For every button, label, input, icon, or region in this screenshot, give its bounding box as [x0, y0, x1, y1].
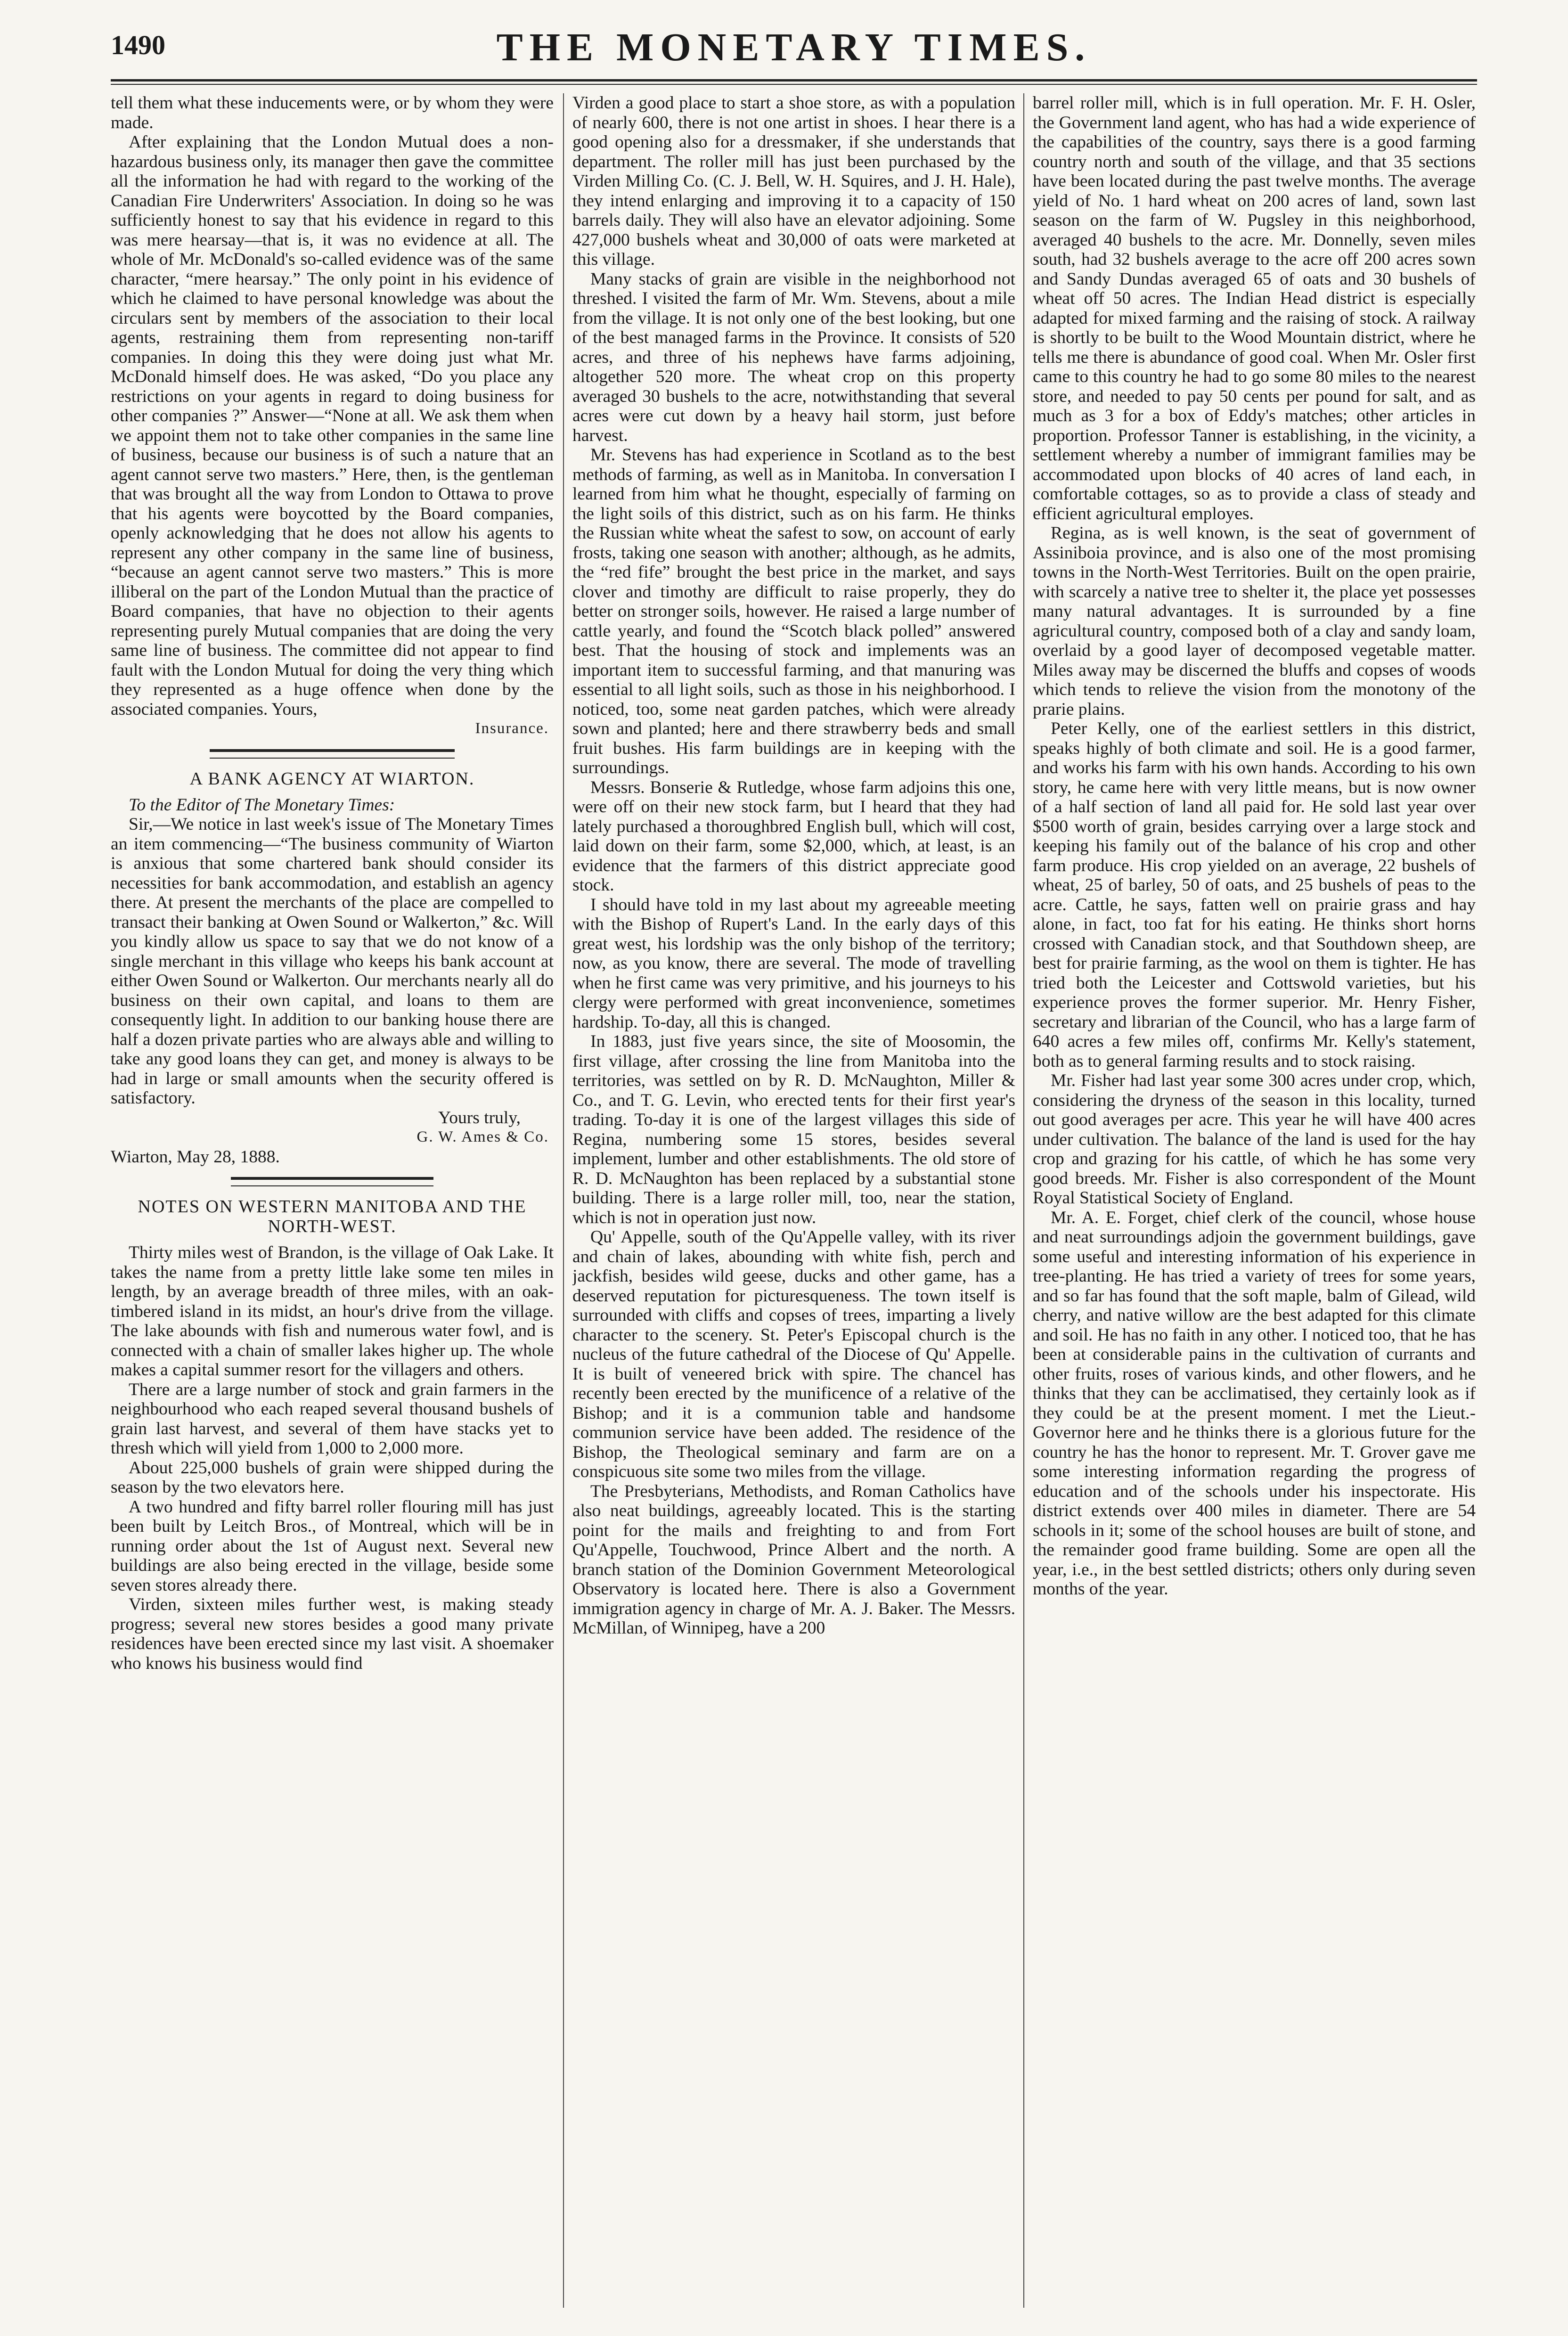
- article-paragraph: About 225,000 bushels of grain were shipped during the season by the two elevators here.: [111, 1458, 554, 1497]
- column-divider: [1023, 93, 1024, 2308]
- column-2: [572, 93, 1015, 2308]
- article-paragraph: Many stacks of grain are visible in the neighborhood not threshed. I visited the farm of Mr. Wm. Stevens, about a mile from the village. It is not only one of the best looking, but one of the best managed farms in the Province. It consists of 520 acres, and three of his nephews have farms adjoining, altogether 520 more. The wheat crop on this property averaged 30 bushels to the acre, notwithstanding that several acres were cut down by a heavy hail storm, just before harvest.: [572, 269, 1015, 445]
- article-paragraph: A two hundred and fifty barrel roller flouring mill has just been built by Leitch Bros., of Montreal, which will be in running order about the 1st of August next. Several new buildings are also being erected in the village, beside some seven stores already there.: [111, 1497, 554, 1595]
- article-paragraph: After explaining that the London Mutual does a non-hazardous business only, its manager then gave the committee all the information he had with regard to the working of the Canadian Fire Underwriters' Association. In doing so he was sufficiently honest to say that his evidence in regard to this was mere hearsay—that is, it was no evidence at all. The whole of Mr. McDonald's so-called evidence was of the same character, “mere hearsay.” The only point in his evidence of which he claimed to have personal knowledge was about the circulars sent by members of the association to their local agents, restraining them from representing non-tariff companies. In doing this they were doing just what Mr. McDonald himself does. He was asked, “Do you place any restrictions on your agents in regard to doing business for other companies ?” Answer—“None at all. We ask them when we appoint them not to take other companies in the same line of business, because our business is of such a nature that an agent cannot serve two masters.” Here, then, is the gentleman that was brought all the way from London to Ottawa to prove that his agents were boycotted by the Board companies, openly acknowledging that he does not allow his agents to represent any other company in the same line of business, “because an agent cannot serve two masters.” This is more illiberal on the part of the London Mutual than the practice of Board companies, that have no objection to their agents representing purely Mutual companies that are doing the very same line of business. The committee did not appear to find fault with the London Mutual for doing the very thing which they represented as a huge offence when done by the associated companies. Yours,: [111, 132, 554, 719]
- article-paragraph: Peter Kelly, one of the earliest settlers in this district, speaks highly of both climate and soil. He is a good farmer, and works his farm with his own hands. According to his own story, he came here with very little means, but is now owner of a half section of land all paid for. He sold last year over $500 worth of grain, besides carrying over a large stock and keeping his family out of the balance of his crop and other farm produce. His crop yielded on an average, 22 bushels of wheat, 25 of barley, 50 of oats, and 25 bushels of peas to the acre. Cattle, he says, fatten well on prairie grass and hay alone, in fact, too fat for his eating. He thinks short horns crossed with Canadian stock, and that Southdown sheep, are best for prairie farming, as the wool on them is tighter. He has tried both the Leicester and Cottswold varieties, but his experience proves the former superior. Mr. Henry Fisher, secretary and librarian of the Council, who has a large farm of 640 acres a few miles off, confirms Mr. Kelly's statement, both as to general farming results and to stock raising.: [1033, 719, 1476, 1071]
- masthead-title: THE MONETARY TIMES.: [496, 25, 1092, 69]
- article-paragraph: Messrs. Bonserie & Rutledge, whose farm adjoins this one, were off on their new stock farm, but I heard that they had lately purchased a thoroughbred English bull, which will cost, laid down on their farm, some $2,000, which, at least, is an evidence that the farmers of this district appreciate good stock.: [572, 777, 1015, 895]
- section-divider: [231, 1177, 433, 1186]
- article-paragraph: Sir,—We notice in last week's issue of The Monetary Times an item commencing—“The business community of Wiarton is anxious that some chartered bank should consider its necessities for bank accommodation, and establish an agency there. At present the merchants of the place are compelled to transact their banking at Owen Sound or Walkerton,” &c. Will you kindly allow us space to say that we do not know of a single merchant in this village who keeps his bank account at either Owen Sound or Walkerton. Our merchants nearly all do business on their own capital, and loans to them are consequently light. In addition to our banking house there are half a dozen private parties who are always able and willing to take any good loans they can get, and money is always to be had in large or small amounts when the security offered is satisfactory.: [111, 815, 554, 1108]
- article-paragraph: Mr. A. E. Forget, chief clerk of the council, whose house and neat surroundings adjoin the government buildings, gave some useful and interesting information of his experience in tree-planting. He has tried a variety of trees for some years, and so far has found that the soft maple, balm of Gilead, wild cherry, and native willow are the best adapted for this climate and soil. He has no faith in any other. I noticed too, that he has been at considerable pains in the cultivation of currants and other fruits, roses of various kinds, and other flowers, and he thinks that they can be acclimatised, they certainly look as if they could be at the present moment. I met the Lieut.-Governor here and he thinks there is a glorious future for the country he has the honor to represent. Mr. T. Grover gave me some interesting information regarding the progress of education and of the schools under his inspectorate. His district extends over 400 miles in diameter. There are 54 schools in it; some of the school houses are built of stone, and the remainder good frame building. Some are open all the year, i.e., in the best settled districts; others only during seven months of the year.: [1033, 1208, 1476, 1599]
- article-paragraph: Thirty miles west of Brandon, is the village of Oak Lake. It takes the name from a pretty little lake some ten miles in length, by an average breadth of three miles, with an oak-timbered island in its midst, an hour's drive from the village. The lake abounds with fish and numerous water fowl, and is connected with a chain of smaller lakes higher up. The whole makes a capital summer resort for the villagers and others.: [111, 1243, 554, 1380]
- header-rule-thin: [111, 84, 1477, 85]
- article-paragraph: Virden, sixteen miles further west, is making steady progress; several new stores besides a good many private residences have been erected since my last visit. A shoemaker who knows his business would find: [111, 1595, 554, 1673]
- article-paragraph: barrel roller mill, which is in full operation. Mr. F. H. Osler, the Government land agent, who has had a wide experience of the capabilities of the country, says there is a good farming country north and south of the village, and that 35 sections have been located during the past twelve months. The average yield of No. 1 hard wheat on 200 acres of land, sown last season on the farm of W. Pugsley in this neighborhood, averaged 40 bushels to the acre. Mr. Donnelly, seven miles south, had 32 bushels average to the acre off 200 acres sown and Sandy Dundas averaged 65 of oats and 30 bushels of wheat off 50 acres. The Indian Head district is especially adapted for mixed farming and the raising of stock. A railway is shortly to be built to the Wood Mountain district, where he tells me there is abundance of good coal. When Mr. Osler first came to this country he had to go some 80 miles to the nearest store, and needed to pay 50 cents per pound for salt, and as much as 3 for a box of Eddy's matches; other articles in proportion. Professor Tanner is establishing, in the vicinity, a settlement whereby a number of immigrant families may be accommodated upon blocks of 40 acres of land each, in comfortable cottages, so as to provide a class of steady and efficient agricultural employes.: [1033, 93, 1476, 523]
- article-paragraph: Virden a good place to start a shoe store, as with a population of nearly 600, there is not one artist in shoes. I hear there is a good opening also for a dressmaker, if she understands that department. The roller mill has just been purchased by the Virden Milling Co. (C. J. Bell, W. H. Squires, and J. H. Hale), they intend enlarging and improving it to a capacity of 150 barrels daily. They will also have an elevator adjoining. Some 427,000 bushels wheat and 30,000 of oats were marketed at this village.: [572, 93, 1015, 269]
- column-1: [111, 93, 554, 2308]
- article-heading: NOTES ON WESTERN MANITOBA AND THE NORTH-WEST.: [138, 1197, 527, 1236]
- letter-salutation: To the Editor of The Monetary Times:: [129, 795, 395, 815]
- article-paragraph: Mr. Stevens has had experience in Scotland as to the best methods of farming, as well as in Manitoba. In conversation I learned from him what he thought, especially of farming on the light soils of this district, such as on his farm. He thinks the Russian white wheat the safest to sow, on account of early frosts, taking one season with another; although, as he admits, the “red fife” brought the best price in the market, and says clover and timothy are difficult to raise properly, they do better on stronger soils, however. He raised a large number of cattle yearly, and found the “Scotch black polled” answered best. That the housing of stock and implements was an important item to successful farming, and that manuring was essential to all light soils, such as those in his neighborhood. I noticed, too, some neat garden patches, which were already sown and planted; here and there strawberry beds and small fruit bushes. His farm buildings are in keeping with the surroundings.: [572, 445, 1015, 777]
- letter-signature: G. W. Ames & Co.: [416, 1128, 549, 1145]
- article-paragraph: In 1883, just five years since, the site of Moosomin, the first village, after crossing the line from Manitoba into the territories, was settled on by R. D. McNaughton, Miller & Co., and T. G. Levin, who erected tents for their first year's trading. To-day it is one of the largest villages this side of Regina, numbering some 15 stores, besides several implement, lumber and other establishments. The old store of R. D. McNaughton has been replaced by a substantial stone building. There is a large roller mill, too, near the station, which is not in operation just now.: [572, 1032, 1015, 1227]
- article-heading: A BANK AGENCY AT WIARTON.: [189, 768, 475, 789]
- article-paragraph: There are a large number of stock and grain farmers in the neighbourhood who each reaped several thousand bushels of grain last harvest, and several of them have stacks yet to thresh which will yield from 1,000 to 2,000 more.: [111, 1380, 554, 1458]
- header-rule: [111, 79, 1477, 82]
- column-3: [1033, 93, 1476, 2308]
- page-header: [111, 25, 1477, 81]
- section-divider: [210, 749, 455, 759]
- article-paragraph: Qu' Appelle, south of the Qu'Appelle valley, with its river and chain of lakes, abounding with white fish, perch and jackfish, besides wild geese, ducks and other game, has a deserved reputation for picturesqueness. The town itself is surrounded with cliffs and copses of trees, imparting a lively character to the scenery. St. Peter's Episcopal church is the nucleus of the future cathedral of the Diocese of Qu' Appelle. It is built of veneered brick with spire. The chancel has recently been erected by the munificence of a relative of the Bishop; and it is a communion table and handsome communion service have been added. The residence of the Bishop, the Theological seminary and farm are on a conspicuous site some two miles from the village.: [572, 1227, 1015, 1481]
- article-paragraph: Mr. Fisher had last year some 300 acres under crop, which, considering the dryness of the season in this locality, turned out good averages per acre. This year he will have 400 acres under cultivation. The balance of the land is used for the hay crop and grazing for his cattle, of which he has some very good breeds. Mr. Fisher is also correspondent of the Mount Royal Statistical Society of England.: [1033, 1071, 1476, 1208]
- letter-closing: Yours truly,: [438, 1108, 521, 1127]
- article-paragraph: Regina, as is well known, is the seat of government of Assiniboia province, and is also one of the most promising towns in the North-West Territories. Built on the open prairie, with scarcely a native tree to shelter it, the place yet possesses many natural advantages. It is surrounded by a fine agricultural country, composed both of a clay and sandy loam, overlaid by a good layer of decomposed vegetable matter. Miles away may be discerned the bluffs and copses of woods which tends to relieve the vision from the monotony of the prarie plains.: [1033, 523, 1476, 719]
- article-paragraph: The Presbyterians, Methodists, and Roman Catholics have also neat buildings, agreeably located. This is the starting point for the mails and freighting to and from Fort Qu'Appelle, Touchwood, Prince Albert and the north. A branch station of the Dominion Government Meteorological Observatory is located here. There is also a Government immigration agency in charge of Mr. A. J. Baker. The Messrs. McMillan, of Winnipeg, have a 200: [572, 1481, 1015, 1638]
- column-divider: [563, 93, 564, 2308]
- letter-dateline: Wiarton, May 28, 1888.: [111, 1147, 280, 1167]
- page-number: 1490: [111, 30, 165, 60]
- letter-signature: Insurance.: [475, 720, 549, 737]
- article-paragraph: I should have told in my last about my agreeable meeting with the Bishop of Rupert's Land. In the early days of this great west, his lordship was the only bishop of the territory; now, as you know, there are several. The mode of travelling when he first came was very primitive, and his journeys to his clergy were performed with great inconvenience, sometimes hardship. To-day, all this is changed.: [572, 895, 1015, 1032]
- article-paragraph: tell them what these inducements were, or by whom they were made.: [111, 93, 554, 132]
